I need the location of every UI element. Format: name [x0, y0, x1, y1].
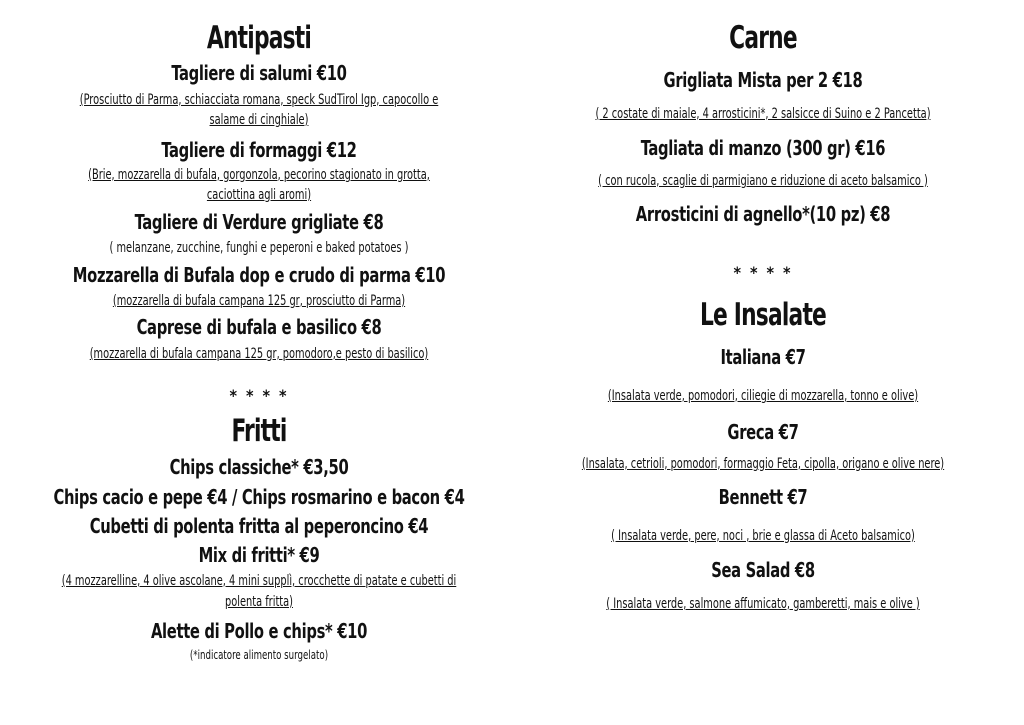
antipasti-item-2-desc: (Brie, mozzarella di bufala, gorgonzola, pecorino stagionato in grotta, [88, 167, 430, 183]
antipasti-item-1-name: Tagliere di salumi €10 [171, 61, 347, 85]
insalate-item-2-desc: (Insalata, cetrioli, pomodori, formaggio Feta, cipolla, origano e olive nere) [581, 456, 945, 472]
antipasti-item-4-desc: (mozzarella di bufala campana 125 gr, prosciutto di Parma) [112, 293, 406, 309]
insalate-item-2-name: Greca €7 [727, 420, 799, 444]
fritti-item-1-name: Chips classiche* €3,50 [169, 455, 349, 479]
insalate-item-4-desc: ( Insalata verde, salmone affumicato, gamberetti, mais e olive ) [606, 596, 920, 612]
carne-title: Carne [729, 20, 797, 56]
antipasti-item-2-desc-cont: caciottina agli aromi) [206, 187, 312, 203]
carne-item-3-name: Arrosticini di agnello*(10 pz) €8 [635, 202, 891, 226]
frozen-food-note: (*indicatore alimento surgelato) [189, 648, 329, 662]
carne-item-2-name: Tagliata di manzo (300 gr) €16 [640, 136, 886, 160]
insalate-item-3-desc: ( Insalata verde, pere, noci , brie e glassa di Aceto balsamico) [611, 528, 915, 544]
antipasti-title: Antipasti [206, 20, 312, 56]
fritti-title: Fritti [231, 413, 287, 449]
antipasti-item-1-desc: (Prosciutto di Parma, schiacciata romana, speck SudTirol Igp, capocollo e [79, 92, 439, 108]
separator-right: * * * * [733, 263, 793, 282]
separator-left: * * * * [229, 386, 289, 405]
antipasti-item-1-desc-cont: salame di cinghiale) [209, 112, 309, 128]
insalate-item-3-name: Bennett €7 [718, 485, 808, 509]
antipasti-item-4-name: Mozzarella di Bufala dop e crudo di parma €10 [72, 263, 446, 287]
antipasti-item-5-desc: (mozzarella di bufala campana 125 gr, pomodoro,e pesto di basilico) [89, 346, 429, 362]
fritti-item-4-desc-cont: polenta fritta) [224, 594, 294, 610]
carne-item-1-desc: ( 2 costate di maiale, 4 arrosticini*, 2 salsicce di Suino e 2 Pancetta) [595, 106, 931, 122]
fritti-item-4-name: Mix di fritti* €9 [198, 543, 320, 567]
carne-item-2-desc: ( con rucola, scaglie di parmigiano e riduzione di aceto balsamico ) [598, 173, 928, 189]
fritti-item-2-name: Chips cacio e pepe €4 / Chips rosmarino e bacon €4 [53, 485, 465, 509]
antipasti-item-3-desc: ( melanzane, zucchine, funghi e peperoni e baked potatoes ) [109, 240, 409, 256]
fritti-item-5-name: Alette di Pollo e chips* €10 [150, 619, 368, 643]
fritti-item-4-desc: (4 mozzarelline, 4 olive ascolane, 4 mini supplì, crocchette di patate e cubetti di [61, 573, 457, 589]
fritti-item-3-name: Cubetti di polenta fritta al peperoncino €4 [89, 514, 429, 538]
insalate-item-1-desc: (Insalata verde, pomodori, ciliegie di mozzarella, tonno e olive) [607, 388, 919, 404]
antipasti-item-3-name: Tagliere di Verdure grigliate €8 [134, 210, 384, 234]
insalate-item-4-name: Sea Salad €8 [711, 558, 815, 582]
antipasti-item-5-name: Caprese di bufala e basilico €8 [136, 315, 382, 339]
carne-item-1-name: Grigliata Mista per 2 €18 [663, 68, 863, 92]
insalate-item-1-name: Italiana €7 [720, 345, 806, 369]
antipasti-item-2-name: Tagliere di formaggi €12 [161, 138, 357, 162]
insalate-title: Le Insalate [699, 297, 827, 333]
